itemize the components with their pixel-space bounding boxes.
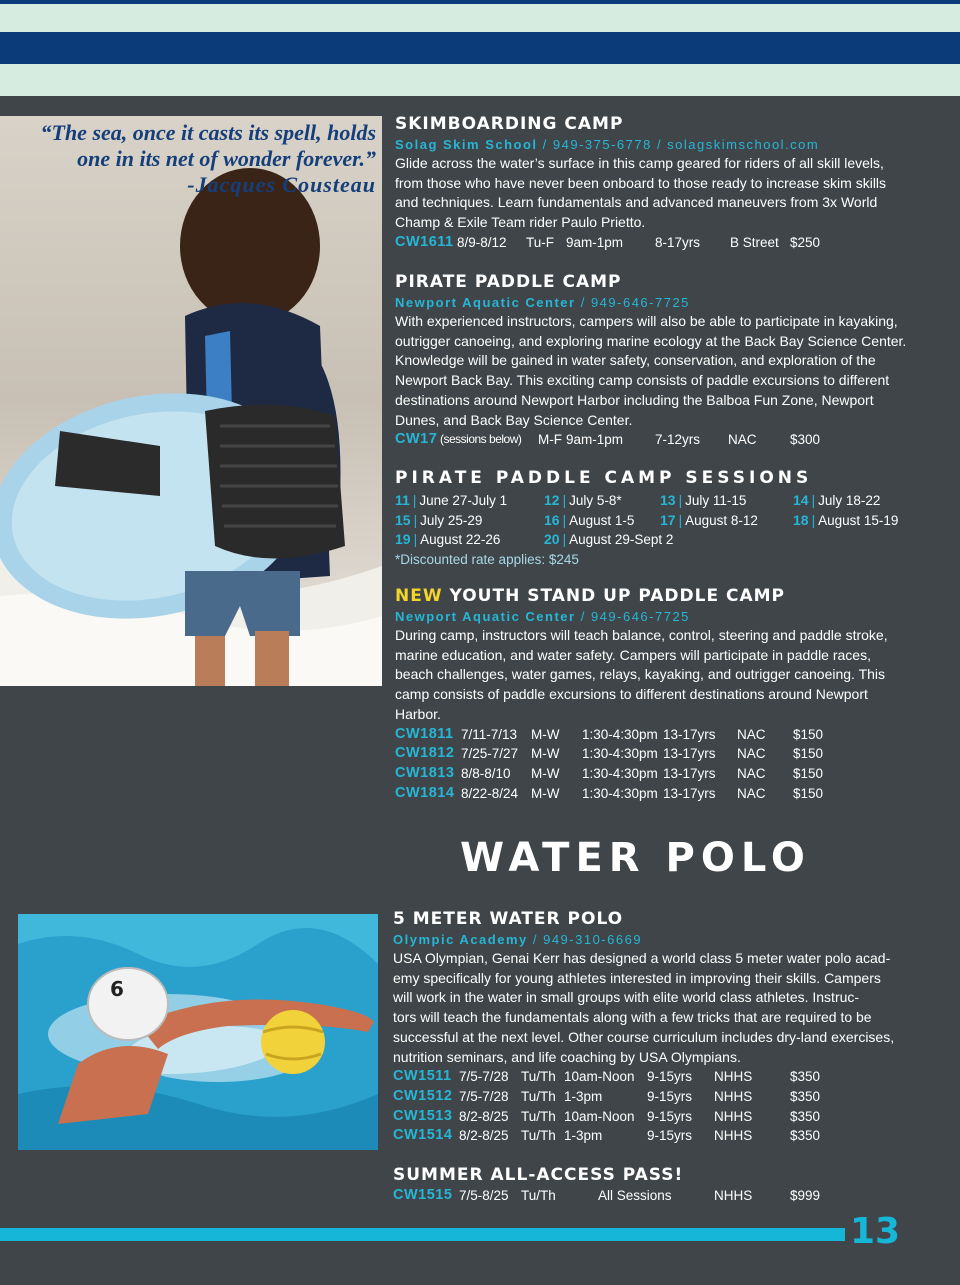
org-contact: 949-310-6669 (543, 932, 643, 947)
skimboarding-org: Solag Skim School / 949-375-6778 / solagskimschool.com (395, 137, 820, 152)
class-code: CW17 (395, 431, 438, 448)
sup-description: During camp, instructors will teach balance, control, steering and paddle stroke, marine education, and water safety. Campers will participate in paddle races, beach challenges, water games, relays, kayaking, and outrigger canoeing. This camp consists of paddle excursions to different destinations around Newport Harbor. (395, 627, 888, 722)
class-code: CW1611 (395, 233, 454, 250)
class-row: CW1512 7/5-7/28 Tu/Th 1-3pm 9-15yrs NHHS $350 (393, 1087, 918, 1107)
session-item: 13 | July 11-15 (660, 492, 747, 508)
session-item: 17 | August 8-12 (660, 511, 758, 528)
discount-note: *Discounted rate applies: $245 (395, 552, 579, 568)
sup-title: NEW YOUTH STAND UP PADDLE CAMP (395, 586, 785, 606)
page-number: 13 (850, 1211, 901, 1252)
org-contact: 949-646-7725 (590, 609, 690, 624)
class-code: CW1811 (395, 725, 454, 742)
footer-rule (0, 1228, 845, 1241)
quote-line-2: one in its net of wonder forever.” (77, 146, 376, 171)
sessions-row (395, 511, 920, 531)
sessions-row (395, 491, 920, 511)
org-name: Newport Aquatic Center (395, 609, 576, 624)
header-band-navy (0, 32, 960, 64)
pirate-org: Newport Aquatic Center / 949-646-7725 (395, 295, 690, 310)
skimboarding-description: Glide across the water’s surface in this camp geared for riders of all skill levels, from those who have never been onboard to those ready to increase skim skills and techniques. Learn fundamentals and advanced maneuvers from 3x World Champ & Exile Team rider Paulo Prietto. (395, 155, 887, 231)
session-item: 12 | July 5-8* (544, 492, 622, 508)
class-row: CW1814 8/22-8/24 M-W 1:30-4:30pm 13-17yrs NAC $150 (395, 784, 920, 804)
session-item: 18 | August 15-19 (793, 511, 899, 528)
class-row: CW17 (sessions below) M-F 9am-1pm 7-12yrs NAC $300 (395, 430, 920, 450)
sessions-row (395, 530, 920, 550)
class-row: CW1811 7/11-7/13 M-W 1:30-4:30pm 13-17yrs NAC $150 (395, 725, 920, 745)
session-item: 16 | August 1-5 (544, 511, 635, 528)
pirate-title: PIRATE PADDLE CAMP (395, 272, 622, 292)
session-item: 20 | August 29-Sept 2 (544, 531, 674, 548)
pirate-description: With experienced instructors, campers will also be able to participate in kayaking, outrigger canoeing, and exploring marine ecology at the Back Bay Science Center. Knowledge will be gained in water safety, conservation, and exploration of the Newport Back Bay. This exciting camp consists of paddle excursions to different destinations around Newport Harbor including the Balboa Fun Zone, Newport Dunes, and Back Bay Science Center. (395, 313, 907, 428)
class-row: CW1513 8/2-8/25 Tu/Th 10am-Noon 9-15yrs NHHS $350 (393, 1107, 918, 1127)
skimboarding-title: SKIMBOARDING CAMP (395, 114, 624, 134)
skimboarding-camp-section (395, 113, 920, 253)
pirate-paddle-camp-section (395, 271, 920, 450)
session-item: 11 | June 27-July 1 (395, 492, 508, 508)
all-access-pass-section (393, 1164, 918, 1206)
new-badge: NEW (395, 586, 443, 606)
class-row: CW1515 7/5-8/25 Tu/Th All Sessions NHHS $999 (393, 1186, 918, 1206)
header-band-mint-lower (0, 64, 960, 96)
header-band-mint (0, 4, 960, 32)
class-code: CW1512 (393, 1087, 453, 1104)
session-item: 15 | July 25-29 (395, 511, 483, 528)
class-code: CW1513 (393, 1107, 453, 1124)
class-code: CW1515 (393, 1187, 453, 1203)
water-polo-section (393, 908, 918, 1146)
org-name: Olympic Academy (393, 932, 528, 947)
pirate-sessions-section (395, 467, 920, 570)
sup-org: Newport Aquatic Center / 949-646-7725 (395, 609, 690, 624)
class-code: CW1514 (393, 1127, 453, 1144)
water-polo-title: 5 METER WATER POLO (393, 909, 624, 929)
class-row: CW1514 8/2-8/25 Tu/Th 1-3pm 9-15yrs NHHS $350 (393, 1126, 918, 1146)
class-row: CW1611 8/9-8/12 Tu-F 9am-1pm 8-17yrs B Street $250 (395, 233, 920, 253)
class-code: CW1814 (395, 784, 455, 801)
water-polo-photo (18, 914, 378, 1150)
cousteau-quote (40, 120, 376, 198)
class-code: CW1812 (395, 745, 455, 762)
org-name: Solag Skim School (395, 137, 538, 152)
quote-line-1: “The sea, once it casts its spell, holds (40, 120, 376, 145)
class-code: CW1813 (395, 764, 455, 781)
water-polo-org: Olympic Academy / 949-310-6669 (393, 932, 643, 947)
quote-author: -Jacques Cousteau (187, 172, 376, 197)
org-contact: 949-375-6778 / solagskimschool.com (552, 137, 820, 152)
skimboarder-photo (0, 116, 382, 686)
class-row: CW1511 7/5-7/28 Tu/Th 10am-Noon 9-15yrs NHHS $350 (393, 1067, 918, 1087)
water-polo-heading: WATER POLO (460, 835, 811, 881)
youth-sup-camp-section (395, 585, 920, 803)
session-item: 14 | July 18-22 (793, 492, 881, 508)
org-contact: 949-646-7725 (590, 295, 690, 310)
water-polo-description: USA Olympian, Genai Kerr has designed a world class 5 meter water polo acad- emy specifically for young athletes interested in improving their skills. Campers will work in the water in small groups with elite world class athletes. Instruc- tors will teach the fundamentals along with a few tricks that are required to be successful at the next level. Other course curriculum includes dry-land exercises, nutrition seminars, and life coaching by USA Olympians. (393, 950, 895, 1065)
class-row: CW1813 8/8-8/10 M-W 1:30-4:30pm 13-17yrs NAC $150 (395, 764, 920, 784)
org-name: Newport Aquatic Center (395, 295, 576, 310)
class-code: CW1511 (393, 1068, 452, 1085)
sessions-title: PIRATE PADDLE CAMP SESSIONS (395, 468, 813, 488)
svg-text:6: 6 (110, 977, 124, 1001)
pass-title: SUMMER ALL-ACCESS PASS! (393, 1165, 684, 1185)
class-row: CW1812 7/25-7/27 M-W 1:30-4:30pm 13-17yrs NAC $150 (395, 744, 920, 764)
session-item: 19 | August 22-26 (395, 531, 501, 548)
